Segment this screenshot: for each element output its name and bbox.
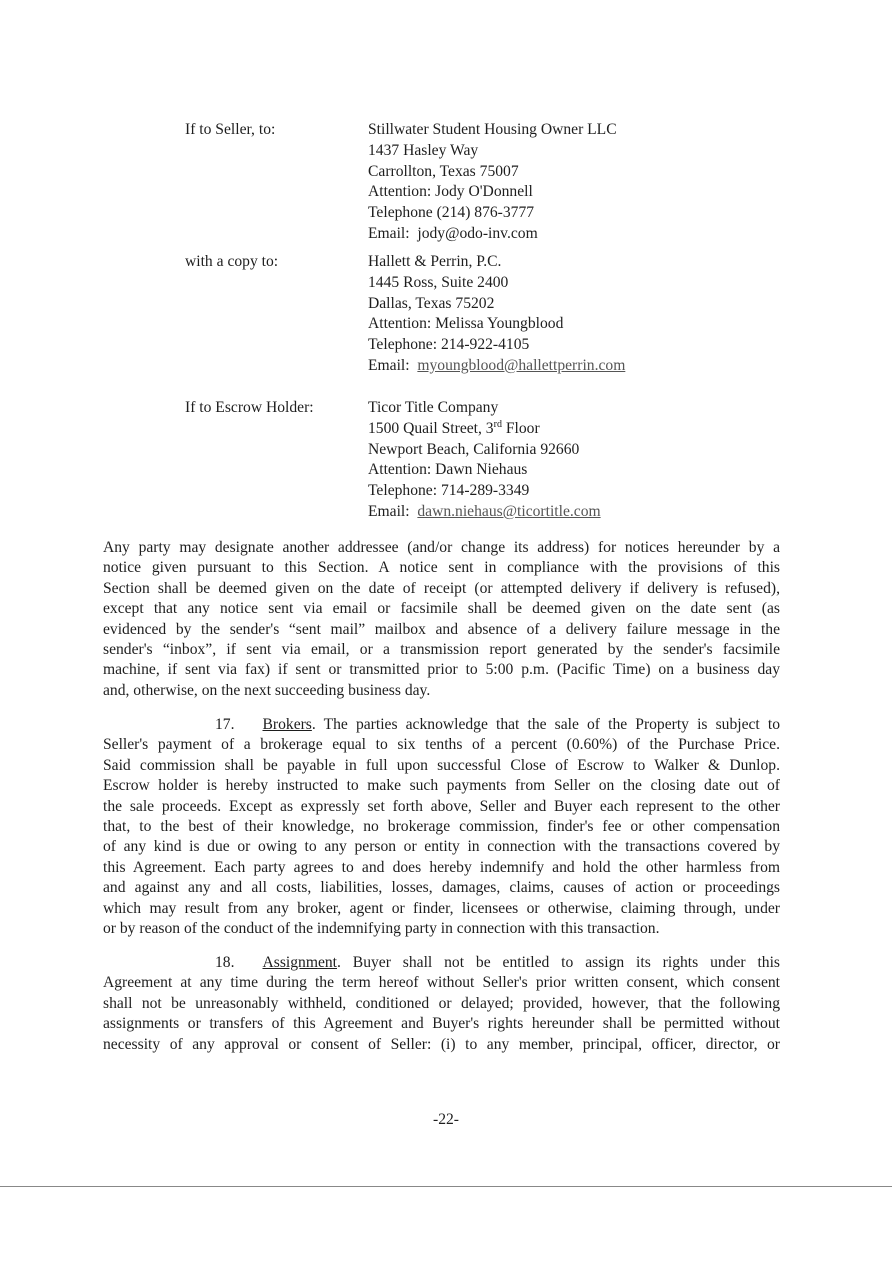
text-line: or by reason of the conduct of the indemnifying party in connection with this transaction.: [103, 919, 660, 937]
address-line: 1445 Ross, Suite 2400: [368, 273, 509, 291]
email-line: [368, 224, 617, 245]
text-line: Any party may designate another addressee (and/or change its address) for notices hereunder by a: [103, 539, 780, 556]
email-prefix: Email:: [368, 356, 418, 374]
notice-label: If to Seller, to:: [185, 121, 276, 138]
notice-label: If to Escrow Holder:: [185, 399, 314, 416]
address-line: Stillwater Student Housing Owner LLC: [368, 121, 617, 138]
section-17-brokers: [103, 715, 780, 939]
attention-line: Attention: Melissa Youngblood: [368, 315, 564, 333]
email-link[interactable]: myoungblood@hallettperrin.com: [417, 356, 626, 374]
attention-line: Attention: Dawn Niehaus: [368, 461, 528, 479]
notice-paragraph: [103, 538, 780, 701]
section-text: . The parties acknowledge that the sale of the Property is subject to: [311, 716, 780, 733]
text-line: notice given pursuant to this Section. A notice sent in compliance with the provisions of this: [103, 559, 780, 577]
text-line: the sale proceeds. Except as expressly set forth above, Seller and Buyer each represent to the other: [103, 797, 780, 815]
address-line: Newport Beach, California 92660: [368, 440, 580, 458]
notice-label: with a copy to:: [185, 253, 279, 270]
text-line: Agreement at any time during the term hereof without Seller's prior written consent, which consent: [103, 974, 780, 992]
text-line: that, to the best of their knowledge, no brokerage commission, finder's fee or other compensation: [103, 817, 780, 835]
address-line: [368, 419, 601, 440]
floor: Floor: [501, 419, 540, 437]
address-line: Carrollton, Texas 75007: [368, 162, 519, 180]
page-number: -22-: [433, 1111, 459, 1128]
text-line: this Agreement. Each party agrees to and does hereby indemnify and hold the other harmless from: [103, 858, 780, 876]
text-line: and against any and all costs, liabilities, losses, damages, claims, causes of action or proceedings: [103, 879, 780, 897]
text-line: and, otherwise, on the next succeeding business day.: [103, 681, 431, 699]
section-heading: Assignment: [262, 954, 338, 971]
attention-line: Attention: Jody O'Donnell: [368, 183, 533, 201]
section-number: 18.: [215, 954, 235, 971]
text-line: Seller's payment of a brokerage equal to six tenths of a percent (0.60%) of the Purchase Price.: [103, 736, 780, 754]
text-line: which may result from any broker, agent or finder, licensees or otherwise, claiming through, under: [103, 899, 780, 917]
address-line: 1437 Hasley Way: [368, 141, 479, 159]
telephone-line: Telephone (214) 876-3777: [368, 204, 535, 222]
address-line: Dallas, Texas 75202: [368, 294, 495, 312]
email-link[interactable]: dawn.niehaus@ticortitle.com: [417, 502, 601, 520]
section-number: 17.: [215, 716, 235, 733]
text-line: machine, if sent via fax) if sent or transmitted prior to 5:00 p.m. (Pacific Time) on a business day: [103, 661, 780, 679]
text-line: Said commission shall be payable in full upon successful Close of Escrow to Walker & Dunlop.: [103, 756, 780, 774]
address-line: Ticor Title Company: [368, 399, 499, 416]
email-line: [368, 502, 601, 523]
section-text: . Buyer shall not be entitled to assign its rights under this: [337, 954, 780, 971]
text-line: of any kind is due or owing to any person or entity in connection with the transactions covered by: [103, 838, 780, 856]
ordinal-suffix: rd: [493, 418, 502, 430]
section-18-assignment: [103, 953, 780, 1055]
page-edge-divider: [0, 1186, 892, 1187]
text-line: sender's “inbox”, if sent via email, or a transmission report generated by the sender's facsimile: [103, 640, 780, 658]
email-prefix: Email:: [368, 502, 418, 520]
telephone-line: Telephone: 214-922-4105: [368, 336, 530, 354]
text-line: Escrow holder is hereby instructed to make such payments from Seller on the closing date out of: [103, 777, 780, 795]
email-address: jody@odo-inv.com: [417, 224, 538, 242]
paragraph-first-line: [103, 715, 780, 735]
street: 1500 Quail Street, 3: [368, 419, 494, 437]
email-line: [368, 356, 625, 377]
telephone-line: Telephone: 714-289-3349: [368, 482, 530, 500]
text-line: necessity of any approval or consent of Seller: (i) to any member, principal, officer, director, or: [103, 1035, 780, 1053]
paragraph-first-line: [103, 953, 780, 973]
text-line: shall not be unreasonably withheld, conditioned or delayed; provided, however, that the following: [103, 994, 780, 1012]
email-prefix: Email:: [368, 224, 418, 242]
text-line: Section shall be deemed given on the date of receipt (or attempted delivery if delivery is refused),: [103, 579, 780, 597]
text-line: assignments or transfers of this Agreement and Buyer's rights hereunder shall be permitted without: [103, 1015, 780, 1033]
text-line: evidenced by the sender's “sent mail” mailbox and absence of a delivery failure message in the: [103, 620, 780, 638]
text-line: except that any notice sent via email or facsimile shall be deemed given on the date sent (as: [103, 600, 780, 618]
address-line: Hallett & Perrin, P.C.: [368, 253, 502, 270]
section-heading: Brokers: [262, 716, 312, 733]
